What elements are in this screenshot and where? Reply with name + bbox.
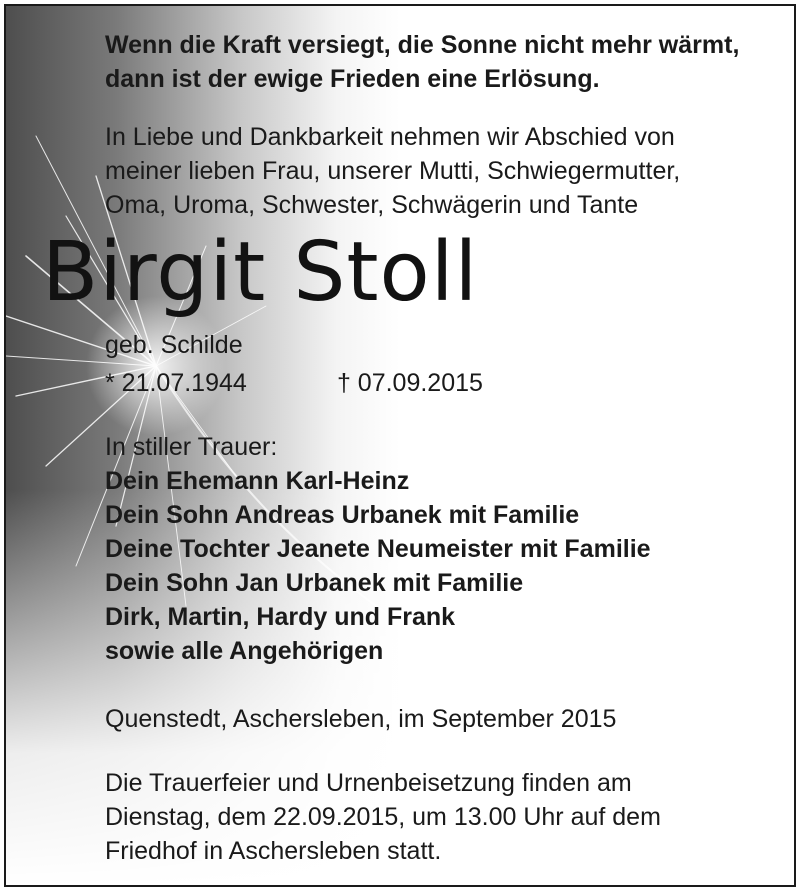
motto-line: Wenn die Kraft versiegt, die Sonne nicht mehr wärmt, (105, 31, 740, 59)
intro-line: Oma, Uroma, Schwester, Schwägerin und Tante (105, 191, 639, 219)
notice-line: Dienstag, dem 22.09.2015, um 13.00 Uhr auf dem (105, 803, 661, 831)
mourner: Dirk, Martin, Hardy und Frank (105, 603, 456, 631)
maiden-name: geb. Schilde (105, 331, 243, 359)
intro-text (105, 120, 680, 222)
death-date: † 07.09.2015 (336, 369, 483, 397)
mourner: Deine Tochter Jeanete Neumeister mit Familie (105, 535, 651, 563)
obituary-card (4, 4, 796, 887)
place-date: Quenstedt, Aschersleben, im September 2015 (105, 705, 617, 733)
mourner: Dein Sohn Jan Urbanek mit Familie (105, 569, 524, 597)
notice-line: Die Trauerfeier und Urnenbeisetzung finden am (105, 769, 632, 797)
life-dates (105, 366, 483, 400)
deceased-name: Birgit Stoll (42, 225, 479, 320)
intro-line: In Liebe und Dankbarkeit nehmen wir Abschied von (105, 123, 675, 151)
mourner: sowie alle Angehörigen (105, 637, 384, 665)
motto (105, 28, 739, 96)
intro-line: meiner lieben Frau, unserer Mutti, Schwiegermutter, (105, 157, 681, 185)
mourners-list (105, 464, 651, 668)
funeral-notice (105, 766, 661, 868)
mourning-heading: In stiller Trauer: (105, 433, 278, 461)
mourner: Dein Ehemann Karl-Heinz (105, 467, 410, 495)
notice-line: Friedhof in Aschersleben statt. (105, 837, 442, 865)
birth-date: * 21.07.1944 (105, 369, 247, 397)
motto-line: dann ist der ewige Frieden eine Erlösung. (105, 65, 600, 93)
mourner: Dein Sohn Andreas Urbanek mit Familie (105, 501, 580, 529)
